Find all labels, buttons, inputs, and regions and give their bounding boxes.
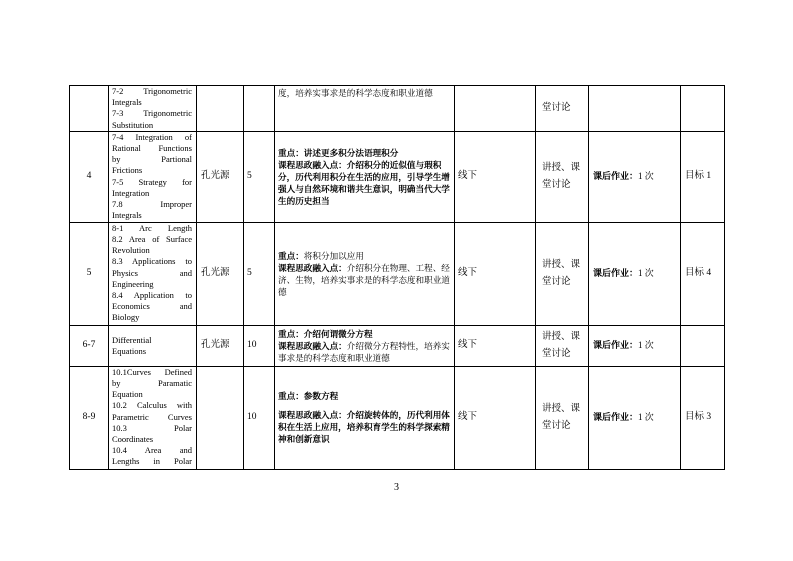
- hours-cell: [244, 86, 275, 132]
- topic-line: Economics and: [112, 301, 192, 312]
- mode-cell: 线下: [455, 222, 536, 325]
- table-row: [70, 131, 725, 222]
- content-cell: [275, 325, 455, 366]
- key-point-text: 介绍何谓微分方程: [303, 328, 373, 339]
- mode-cell: 线下: [455, 325, 536, 366]
- table-row: [70, 366, 725, 469]
- topic-line: 8.2 Area of Surface: [112, 234, 192, 245]
- homework-count: 1 次: [638, 268, 654, 279]
- method-text: 堂讨论: [542, 276, 571, 287]
- mode-cell: [455, 86, 536, 132]
- topic-line: 8.3 Applications to: [112, 256, 192, 267]
- mode-cell: 线下: [455, 131, 536, 222]
- ideology-text: 介绍积分在物理、工程、经济、生物，培养实事求是的科学态度和职业道德: [278, 262, 450, 297]
- topic-line: 7-2 Trigonometric: [112, 86, 192, 96]
- method-text: 堂讨论: [542, 348, 571, 359]
- topic-line: Integration: [112, 187, 150, 198]
- table-row: [70, 86, 725, 132]
- content-cell: [275, 86, 455, 132]
- table-row: [70, 222, 725, 325]
- goal-cell: 目标 3: [681, 366, 725, 469]
- topic-line: by Paramatic: [112, 378, 192, 389]
- page-number: 3: [394, 482, 399, 493]
- topic-line: Parametric Curves: [112, 411, 192, 422]
- topic-cell: [109, 222, 197, 325]
- method-cell: [536, 131, 589, 222]
- topic-line: 8.4 Application to: [112, 290, 192, 301]
- topic-line: Engineering: [112, 278, 154, 289]
- topic-line: by Partional: [112, 154, 192, 165]
- topic-cell: [109, 366, 197, 469]
- key-point-label: 重点：: [278, 147, 304, 158]
- topic-cell: [109, 325, 197, 366]
- hours-cell: 10: [244, 366, 275, 469]
- hours-cell: 5: [244, 222, 275, 325]
- method-cell: [536, 325, 589, 366]
- topic-line: 7-5 Strategy for: [112, 176, 192, 187]
- homework-label: 课后作业：: [593, 340, 639, 351]
- teacher-cell: [197, 366, 244, 469]
- topic-line: 7-4 Integration of: [112, 131, 192, 142]
- method-text: 讲授、课: [542, 259, 581, 270]
- ideology-text: 介绍旋转体的，历代利用体积在生活上应用，培养积育学生的科学探索精神和创新意识: [278, 410, 450, 445]
- homework-count: 1 次: [638, 340, 654, 351]
- key-point-text: 将积分加以应用: [303, 250, 364, 261]
- homework-cell: [589, 222, 681, 325]
- teacher-cell: 孔光源: [197, 325, 244, 366]
- topic-cell: [109, 86, 197, 132]
- topic-line: Substitution: [112, 119, 154, 130]
- week-cell: 5: [70, 222, 109, 325]
- topic-line: 7-3 Trigonometric: [112, 108, 192, 119]
- ideology-text: 介绍积分的近似值与瑕积分，历代利用积分在生活的应用，引导学生增强人与自然环境和谐共生意识，明确当代大学生的历史担当: [278, 159, 450, 206]
- goal-cell: 目标 4: [681, 222, 725, 325]
- method-text: 讲授、课: [542, 162, 581, 173]
- content-text: 度，培养实事求是的科学态度和职业道德: [278, 88, 433, 98]
- topic-line: 10.2 Calculus with: [112, 400, 192, 411]
- week-cell: 8-9: [70, 366, 109, 469]
- key-point-label: 重点：: [278, 250, 304, 261]
- topic-line: 10.3 Polar: [112, 422, 192, 433]
- schedule-table: [69, 85, 725, 470]
- topic-line: Frictions: [112, 165, 143, 176]
- topic-line: Lengths in Polar: [112, 456, 192, 467]
- homework-cell: [589, 131, 681, 222]
- topic-line: 10.4 Area and: [112, 445, 192, 456]
- topic-line: Revolution: [112, 245, 150, 256]
- topic-line: Integrals: [112, 210, 142, 221]
- topic-line: Coordinates: [112, 434, 154, 445]
- goal-cell: [681, 86, 725, 132]
- teacher-cell: 孔光源: [197, 131, 244, 222]
- teacher-cell: 孔光源: [197, 222, 244, 325]
- topic-cell: [109, 131, 197, 222]
- teacher-cell: [197, 86, 244, 132]
- topic-line: Biology: [112, 312, 140, 323]
- topic-line: 7.8 Improper: [112, 199, 192, 210]
- content-cell: [275, 131, 455, 222]
- method-text: 讲授、课: [542, 331, 581, 342]
- hours-cell: 10: [244, 325, 275, 366]
- ideology-text: 介绍微分方程特性，培养实事求是的科学态度和职业道德: [278, 340, 450, 363]
- method-cell: [536, 86, 589, 132]
- homework-count: 1 次: [638, 171, 654, 182]
- table-row: [70, 325, 725, 366]
- ideology-label: 课程思政融入点：: [278, 340, 347, 351]
- ideology-label: 课程思政融入点：: [278, 410, 347, 421]
- goal-cell: 目标 1: [681, 131, 725, 222]
- topic-line: 8-1 Arc Length: [112, 222, 192, 233]
- method-text: 堂讨论: [542, 420, 571, 431]
- hours-cell: 5: [244, 131, 275, 222]
- method-text: 讲授、课: [542, 403, 581, 414]
- week-cell: [70, 86, 109, 132]
- homework-label: 课后作业：: [593, 171, 639, 182]
- topic-line: Integrals: [112, 97, 142, 108]
- method-cell: [536, 222, 589, 325]
- homework-label: 课后作业：: [593, 268, 639, 279]
- topic-line: Differential: [112, 334, 152, 345]
- week-cell: 4: [70, 131, 109, 222]
- spacer: [278, 402, 452, 409]
- topic-line: 10.1Curves Defined: [112, 366, 192, 377]
- ideology-label: 课程思政融入点：: [278, 262, 347, 273]
- homework-cell: [589, 86, 681, 132]
- homework-cell: [589, 325, 681, 366]
- homework-count: 1 次: [638, 412, 654, 423]
- method-text: 堂讨论: [542, 102, 571, 113]
- mode-cell: 线下: [455, 366, 536, 469]
- method-cell: [536, 366, 589, 469]
- key-point-text: 讲述更多积分法语理积分: [303, 147, 399, 158]
- content-cell: [275, 222, 455, 325]
- week-cell: 6-7: [70, 325, 109, 366]
- topic-line: Equations: [112, 345, 146, 356]
- method-text: 堂讨论: [542, 179, 571, 190]
- topic-line: Rational Functions: [112, 143, 192, 154]
- ideology-label: 课程思政融入点：: [278, 159, 347, 170]
- homework-label: 课后作业：: [593, 412, 639, 423]
- homework-cell: [589, 366, 681, 469]
- topic-line: Equation: [112, 389, 143, 400]
- key-point-label: 重点：: [278, 391, 304, 402]
- key-point-label: 重点：: [278, 328, 304, 339]
- content-cell: [275, 366, 455, 469]
- key-point-text: 参数方程: [303, 391, 339, 402]
- goal-cell: [681, 325, 725, 366]
- topic-line: Physics and: [112, 267, 192, 278]
